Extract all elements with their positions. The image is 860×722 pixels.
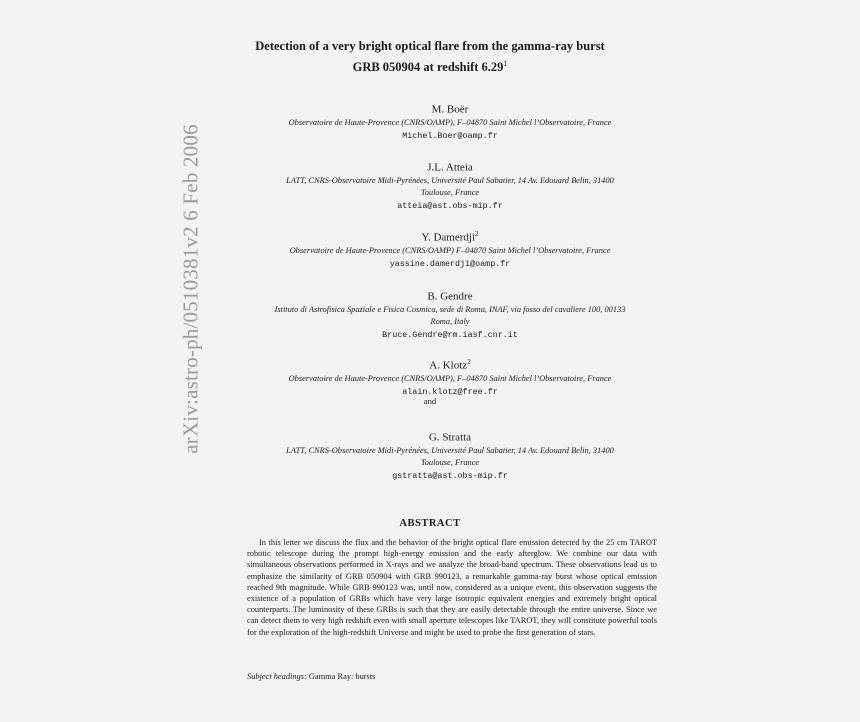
author-block bbox=[220, 157, 680, 213]
author-block bbox=[220, 286, 680, 342]
author-email: gstratta@ast.obs-mip.fr bbox=[392, 470, 508, 481]
author-affiliation: Observatoire de Haute-Provence (CNRS/OAMP), F–04870 Saint Michel l’Observatoire, France bbox=[288, 117, 612, 127]
title-footnote-mark: 1 bbox=[503, 59, 508, 68]
author-affiliation: Roma, Italy bbox=[430, 316, 470, 326]
title-line-1: Detection of a very bright optical flare from the gamma-ray burst bbox=[255, 39, 605, 53]
author-affiliation: LATT, CNRS-Observatoire Midi-Pyrénées, Université Paul Sabatier, 14 Av. Edouard Belin, 31400 bbox=[286, 445, 614, 455]
author-block bbox=[220, 227, 680, 271]
arxiv-stamp: arXiv:astro-ph/0510381v2 6 Feb 2006 bbox=[178, 124, 203, 454]
title-line-2: GRB 050904 at redshift 6.29$^1$ bbox=[352, 59, 508, 75]
author-name: G. Stratta bbox=[428, 431, 472, 444]
author-affiliation: Toulouse, France bbox=[420, 187, 480, 197]
author-email: alain.klotz@free.fr bbox=[402, 386, 498, 397]
author-affiliation: Toulouse, France bbox=[420, 457, 480, 467]
abstract-body: In this letter we discuss the flux and the behavior of the bright optical flare emission detected by the 25 cm TAROT robotic telescope during the prompt high-energy emission and the early afterglow. We combine our data with simultaneous observations performed in X-rays and we analyze the broad-band spectrum. These observations lead us to emphasize the similarity of GRB 050904 with GRB 990123, a remarkable gamma-ray burst whose optical emission reached 9th magnitude. While GRB 990123 was, until now, considered as a unique event, this observation suggests the existence of a population of GRBs which have very large isotropic equivalent energies and extremely bright optical counterparts. The luminosity of these GRBs is such that they are easily detectable through the entire universe. Since we can detect them to very high redshift even with small aperture telescopes like TAROT, they will constitute powerful tools for the exploration of the high-redshift Universe and might be used to probe the first generation of stars. bbox=[247, 538, 657, 637]
author-email: Michel.Boer@oamp.fr bbox=[402, 130, 498, 141]
author-name: A. Klotz$^2$ bbox=[429, 358, 471, 372]
author-email: Bruce.Gendre@rm.iasf.cnr.it bbox=[382, 329, 518, 340]
abstract-heading: ABSTRACT bbox=[399, 518, 461, 529]
author-block bbox=[220, 355, 680, 399]
paper-title bbox=[0, 38, 860, 76]
subject-label: Subject headings: bbox=[247, 672, 307, 681]
and-separator: and bbox=[423, 396, 437, 406]
author-email: atteia@ast.obs-mip.fr bbox=[397, 200, 503, 211]
author-affiliation: Observatoire de Haute-Provence (CNRS/OAMP) F–04870 Saint Michel l’Observatoire, France bbox=[289, 245, 611, 255]
author-name: Y. Damerdji$^2$ bbox=[421, 230, 479, 244]
author-name: B. Gendre bbox=[427, 290, 473, 303]
author-block bbox=[220, 99, 680, 143]
author-block bbox=[220, 427, 680, 483]
author-email: yassine.damerdji@oamp.fr bbox=[389, 258, 511, 269]
author-name: J.L. Atteia bbox=[427, 161, 473, 174]
author-name: M. Boër bbox=[431, 103, 469, 116]
subject-value: Gamma Ray: bursts bbox=[308, 672, 376, 681]
author-affiliation: Observatoire de Haute-Provence (CNRS/OAMP), F–04870 Saint Michel l’Observatoire, France bbox=[288, 373, 612, 383]
author-affiliation: LATT, CNRS-Observatoire Midi-Pyrénées, Université Paul Sabatier, 14 Av. Edouard Belin, 31400 bbox=[286, 175, 614, 185]
author-affiliation: Istituto di Astrofisica Spaziale e Fisica Cosmica, sede di Roma, INAF, via fosso del cavaliere 100, 00133 bbox=[274, 304, 626, 314]
subject-headings bbox=[247, 672, 375, 681]
